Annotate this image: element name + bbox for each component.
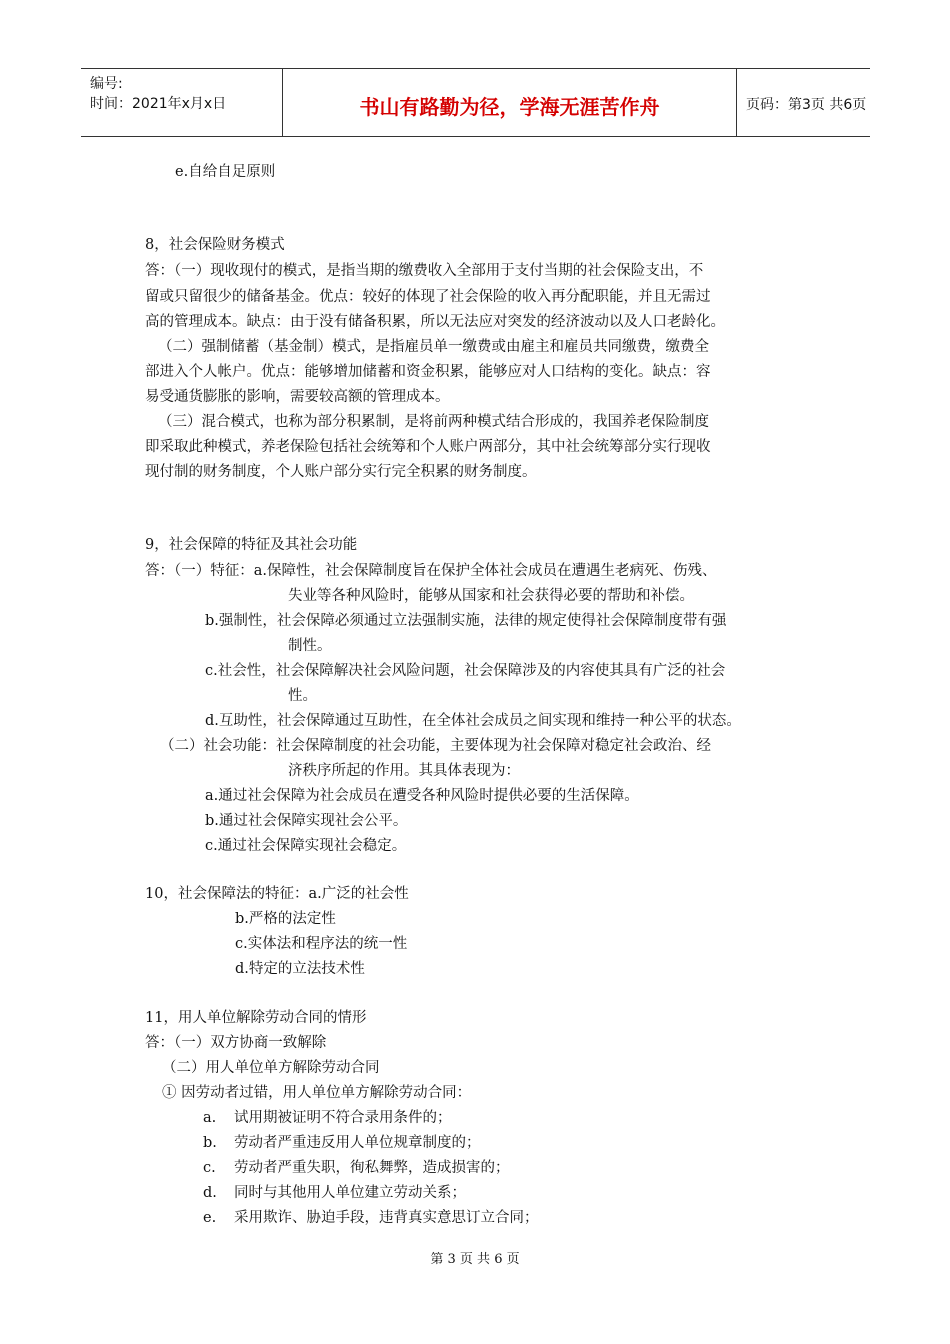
text-line: 制性。 [288,638,332,654]
section-heading: 8，社会保险财务模式 [145,237,285,253]
text-line: 失业等各种风险时，能够从国家和社会获得必要的帮助和补偿。 [288,588,694,604]
section-heading: 10，社会保障法的特征：a.广泛的社会性 [145,886,409,902]
text-line: 高的管理成本。缺点：由于没有储备积累，所以无法应对突发的经济波动以及人口老龄化。 [145,314,725,330]
section-heading: 11，用人单位解除劳动合同的情形 [145,1010,367,1026]
text-line: c.实体法和程序法的统一性 [235,936,408,952]
text-line: d.特定的立法技术性 [235,961,365,977]
list-marker: b. [203,1135,217,1151]
text-line: e.自给自足原则 [175,164,276,180]
text-line: d.互助性，社会保障通过互助性，在全体社会成员之间实现和维持一种公平的状态。 [205,713,741,729]
list-marker: d. [203,1185,217,1201]
document-number-label: 编号: [90,76,123,92]
text-line: ① 因劳动者过错，用人单位单方解除劳动合同： [162,1085,472,1101]
list-marker: c. [203,1160,216,1176]
text-line: 答：（一）特征：a.保障性，社会保障制度旨在保护全体社会成员在遭遇生老病死、伤残、 [145,563,717,579]
page-footer: 第 3 页 共 6 页 [430,1252,520,1267]
text-line: 易受通货膨胀的影响，需要较高额的管理成本。 [145,389,450,405]
motto: 书山有路勤为径，学海无涯苦作舟 [359,95,660,119]
list-item: 采用欺诈、胁迫手段，违背真实意思订立合同； [234,1210,539,1226]
text-line: （二）用人单位单方解除劳动合同 [162,1060,380,1076]
page-header [81,68,870,137]
text-line: 性。 [288,688,317,704]
text-line: （二）社会功能：社会保障制度的社会功能，主要体现为社会保障对稳定社会政治、经 [160,738,711,754]
text-line: 部进入个人帐户。优点：能够增加储蓄和资金积累，能够应对人口结构的变化。缺点：容 [145,364,711,380]
list-item: 劳动者严重违反用人单位规章制度的； [234,1135,481,1151]
text-line: 即采取此种模式，养老保险包括社会统筹和个人账户两部分，其中社会统筹部分实行现收 [145,439,711,455]
text-line: 答：（一）现收现付的模式，是指当期的缴费收入全部用于支付当期的社会保险支出，不 [145,263,704,279]
document-date: 时间：2021年x月x日 [90,96,227,112]
section-heading: 9，社会保障的特征及其社会功能 [145,537,358,553]
page-indicator: 页码：第3页 共6页 [746,97,867,113]
text-line: b.严格的法定性 [235,911,336,927]
text-line: 济秩序所起的作用。其具体表现为： [288,763,520,779]
list-item: 同时与其他用人单位建立劳动关系； [234,1185,466,1201]
text-line: a.通过社会保障为社会成员在遭受各种风险时提供必要的生活保障。 [205,788,639,804]
text-line: c.通过社会保障实现社会稳定。 [205,838,407,854]
text-line: b.强制性，社会保障必须通过立法强制实施，法律的规定使得社会保障制度带有强 [205,613,727,629]
list-item: 试用期被证明不符合录用条件的； [234,1110,452,1126]
text-line: 现付制的财务制度，个人账户部分实行完全积累的财务制度。 [145,464,537,480]
text-line: 留或只留很少的储备基金。优点：较好的体现了社会保险的收入再分配职能，并且无需过 [145,289,711,305]
list-marker: a. [203,1110,217,1126]
text-line: （二）强制储蓄（基金制）模式，是指雇员单一缴费或由雇主和雇员共同缴费，缴费全 [158,339,709,355]
text-line: b.通过社会保障实现社会公平。 [205,813,408,829]
text-line: c.社会性，社会保障解决社会风险问题，社会保障涉及的内容使其具有广泛的社会 [205,663,726,679]
header-center-cell [282,69,737,136]
list-item: 劳动者严重失职，徇私舞弊，造成损害的； [234,1160,510,1176]
text-line: 答：（一）双方协商一致解除 [145,1035,327,1051]
text-line: （三）混合模式，也称为部分积累制，是将前两种模式结合形成的，我国养老保险制度 [158,414,709,430]
header-right-cell [736,69,870,136]
header-left-cell [81,69,282,136]
list-marker: e. [203,1210,217,1226]
